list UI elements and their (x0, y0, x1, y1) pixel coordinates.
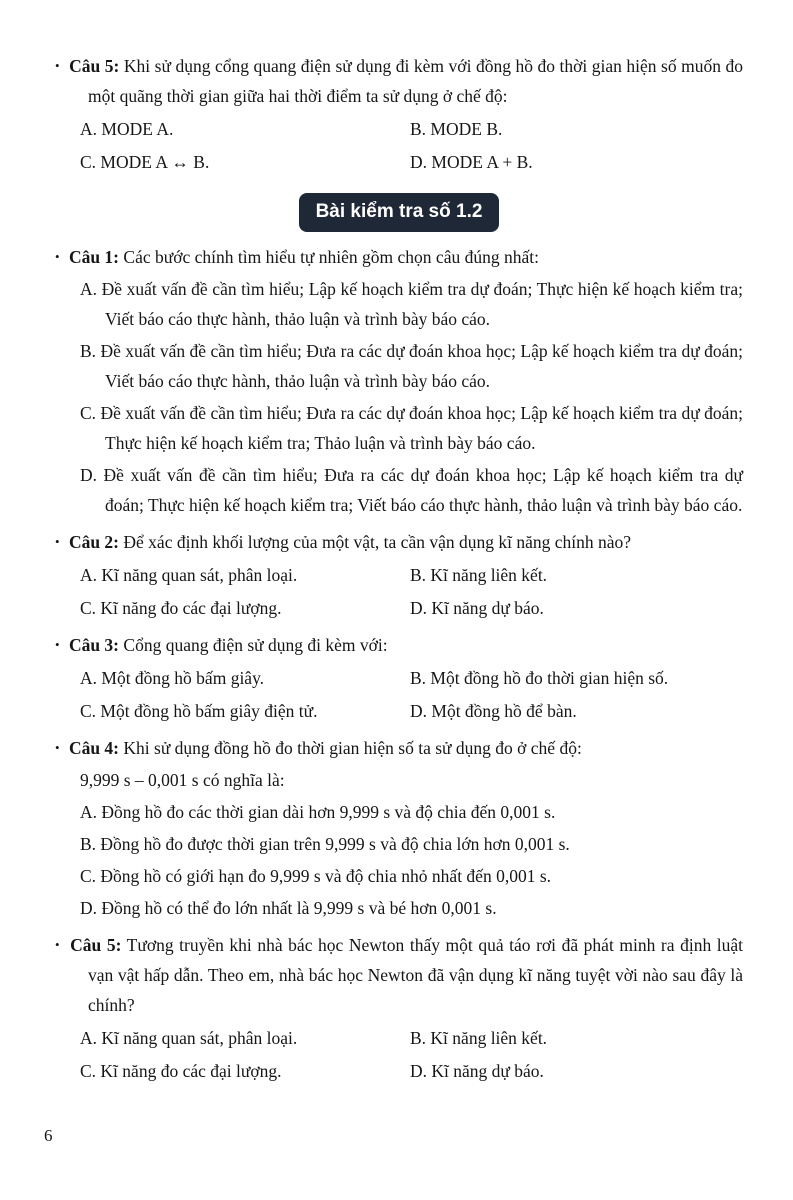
question-text: Tương truyền khi nhà bác học Newton thấy một quả táo rơi đã phát minh ra định luật vạn vật hấp dẫn. Theo em, nhà bác học Newton đã vận dụng kĩ năng tuyệt vời nào sau đây là chính? (88, 935, 743, 1015)
quiz-title-row (55, 193, 743, 232)
answer-option-d: D. Đề xuất vấn đề cần tìm hiểu; Đưa ra các dự đoán khoa học; Lập kế hoạch kiểm tra dự đoán; Thực hiện kế hoạch kiểm tra; Viết báo cáo thực hành, thảo luận và trình bày báo cáo. (80, 465, 743, 515)
answer-option-c: C. Kĩ năng đo các đại lượng. (80, 1061, 282, 1081)
question-label: Câu 3: (68, 635, 120, 655)
answer-options (55, 1020, 743, 1086)
answer-option-b: B. MODE B. (410, 119, 503, 139)
answer-option-b: B. Kĩ năng liên kết. (410, 1028, 548, 1048)
question-block-3 (55, 630, 743, 726)
question-heading (55, 630, 743, 660)
bullet-icon: • (55, 534, 60, 549)
question-text: Cổng quang điện sử dụng đi kèm với: (123, 635, 388, 655)
answer-options (55, 660, 743, 726)
bullet-icon: • (55, 637, 60, 652)
question-block-1 (55, 242, 743, 520)
answer-options (55, 111, 743, 177)
answer-option-d: D. Một đồng hồ để bàn. (410, 701, 577, 721)
answer-option-c: C. Đồng hồ có giới hạn đo 9,999 s và độ chia nhỏ nhất đến 0,001 s. (80, 866, 552, 886)
answer-option-a: A. Kĩ năng quan sát, phân loại. (80, 565, 298, 585)
question-label: Câu 5: (69, 56, 120, 76)
answer-option-b: B. Kĩ năng liên kết. (410, 565, 548, 585)
question-text: Các bước chính tìm hiểu tự nhiên gồm chọn câu đúng nhất: (123, 247, 539, 267)
bullet-icon: • (55, 249, 60, 264)
bullet-icon: • (55, 740, 60, 755)
answer-option-d: D. Đồng hồ có thể đo lớn nhất là 9,999 s và bé hơn 0,001 s. (80, 898, 497, 918)
answer-option-b: B. Đề xuất vấn đề cần tìm hiểu; Đưa ra các dự đoán khoa học; Lập kế hoạch kiểm tra dự đoán; Viết báo cáo thực hành, thảo luận và trình bày báo cáo. (80, 341, 743, 391)
question-heading (55, 51, 743, 111)
answer-option-c: C. Đề xuất vấn đề cần tìm hiểu; Đưa ra các dự đoán khoa học; Lập kế hoạch kiểm tra dự đoán; Thực hiện kế hoạch kiểm tra; Thảo luận và trình bày báo cáo. (80, 403, 743, 453)
question-text: Khi sử dụng cổng quang điện sử dụng đi kèm với đồng hồ đo thời gian hiện số muốn đo một quãng thời gian giữa hai thời điểm ta sử dụng ở chế độ: (88, 56, 744, 106)
answer-option-a: A. Kĩ năng quan sát, phân loại. (80, 1028, 298, 1048)
answer-option-d: D. Kĩ năng dự báo. (410, 1061, 544, 1081)
answer-option-b: B. Một đồng hồ đo thời gian hiện số. (410, 668, 669, 688)
question-heading (55, 527, 743, 557)
answer-option-d: D. MODE A + B. (410, 152, 533, 172)
answer-options (55, 557, 743, 623)
answer-option-c: C. Kĩ năng đo các đại lượng. (80, 598, 282, 618)
question-heading (55, 930, 743, 1020)
question-label: Câu 2: (68, 532, 120, 552)
question-block-intro (55, 51, 743, 177)
answer-option-b: B. Đồng hồ đo được thời gian trên 9,999 s và độ chia lớn hơn 0,001 s. (80, 834, 570, 854)
question-label: Câu 5: (70, 935, 122, 955)
question-text: Khi sử dụng đồng hồ đo thời gian hiện số ta sử dụng đo ở chế độ: (123, 738, 582, 758)
bullet-icon: • (55, 58, 60, 73)
answer-option-a: A. Đồng hồ đo các thời gian dài hơn 9,999 s và độ chia đến 0,001 s. (80, 802, 556, 822)
quiz-badge: Bài kiểm tra số 1.2 (299, 193, 500, 232)
question-text: Để xác định khối lượng của một vật, ta cần vận dụng kĩ năng chính nào? (123, 532, 632, 552)
bullet-icon: • (55, 937, 60, 952)
question-subtext: 9,999 s – 0,001 s có nghĩa là: (80, 770, 285, 790)
question-block-2 (55, 527, 743, 623)
question-block-4 (55, 733, 743, 923)
page-number: 6 (44, 1126, 53, 1145)
answer-option-a: A. Một đồng hồ bấm giây. (80, 668, 265, 688)
question-block-5 (55, 930, 743, 1086)
answer-option-a: A. Đề xuất vấn đề cần tìm hiểu; Lập kế hoạch kiểm tra dự đoán; Thực hiện kế hoạch kiểm tra; Viết báo cáo thực hành, thảo luận và trình bày báo cáo. (80, 279, 743, 329)
answer-option-c: C. MODE A ↔ B. (80, 152, 210, 172)
answer-option-a: A. MODE A. (80, 119, 174, 139)
answer-option-d: D. Kĩ năng dự báo. (410, 598, 544, 618)
question-heading (55, 242, 743, 272)
question-label: Câu 1: (68, 247, 120, 267)
question-label: Câu 4: (68, 738, 120, 758)
answer-option-c: C. Một đồng hồ bấm giây điện tử. (80, 701, 318, 721)
question-heading (55, 733, 743, 763)
